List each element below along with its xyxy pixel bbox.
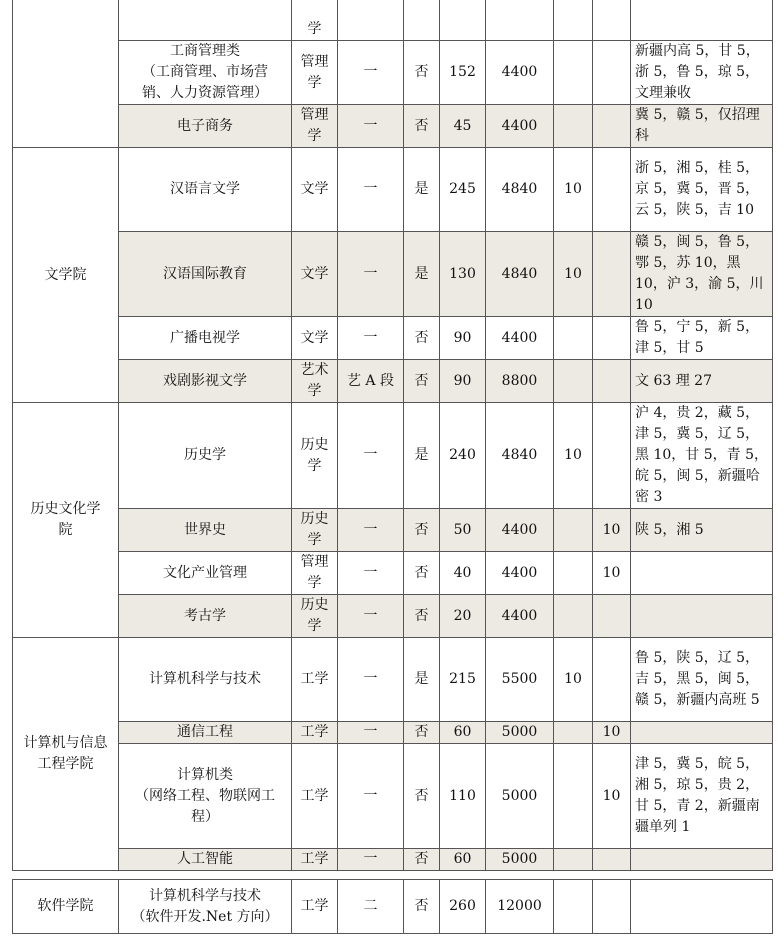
table-row [13,403,773,509]
category-cell: 学 [292,0,338,41]
plan-cell [440,0,486,41]
major-cell [119,41,292,105]
major-cell: 计算机科学与技术 [119,638,292,722]
table-row [13,849,773,871]
category-cell: 历史学 [292,403,338,509]
extra-b-cell [593,880,631,934]
major-name: 计算机类 （网络工程、物联网工程） [135,766,275,825]
college-cell [13,0,119,148]
table-row [13,552,773,595]
remark-cell: 文 63 理 27 [631,360,773,403]
category-cell: 工学 [292,880,338,934]
level-cell: 一 [338,509,404,552]
remark-cell [631,849,773,871]
remark-cell: 新疆内高 5，甘 5，浙 5，鲁 5，琼 5，文理兼收 [631,41,773,105]
level-cell: 一 [338,317,404,360]
extra-b-cell [593,360,631,403]
fee-cell: 5000 [486,744,554,849]
category-cell: 艺术学 [292,360,338,403]
sciart-cell: 否 [404,552,440,595]
extra-a-cell: 10 [554,403,593,509]
extra-a-cell [554,105,593,148]
table-row [13,232,773,317]
major-cell: 世界史 [119,509,292,552]
plan-cell: 45 [440,105,486,148]
sciart-cell: 是 [404,148,440,232]
level-cell: 一 [338,722,404,744]
category-cell: 管理学 [292,552,338,595]
remark-cell: 冀 5，赣 5，仅招理科 [631,105,773,148]
table-row [13,509,773,552]
fee-cell: 4840 [486,148,554,232]
remark-cell [631,880,773,934]
plan-cell: 20 [440,595,486,638]
sciart-cell: 否 [404,41,440,105]
sciart-cell: 是 [404,403,440,509]
fee-cell: 4840 [486,232,554,317]
extra-a-cell [554,552,593,595]
remark-cell [631,722,773,744]
extra-b-cell [593,148,631,232]
extra-a-cell: 10 [554,232,593,317]
level-cell: 一 [338,849,404,871]
plan-cell: 245 [440,148,486,232]
category-cell: 文学 [292,317,338,360]
sciart-cell: 否 [404,880,440,934]
fee-cell: 5500 [486,638,554,722]
extra-b-cell: 10 [593,509,631,552]
fee-cell: 4840 [486,403,554,509]
fee-cell: 5000 [486,722,554,744]
table-row [13,0,773,41]
major-cell: 戏剧影视文学 [119,360,292,403]
sciart-cell: 否 [404,360,440,403]
level-cell: 一 [338,148,404,232]
fee-cell: 4400 [486,41,554,105]
extra-a-cell [554,722,593,744]
fee-cell: 8800 [486,360,554,403]
plan-cell: 240 [440,403,486,509]
plan-cell: 90 [440,317,486,360]
table-row [13,638,773,722]
enrollment-plan-table [12,0,772,934]
level-cell: 一 [338,41,404,105]
level-cell: 一 [338,638,404,722]
extra-a-cell: 10 [554,148,593,232]
extra-b-cell [593,317,631,360]
college-name: 历史文化学院 [30,501,101,538]
plan-cell: 90 [440,360,486,403]
remark-cell: 鲁 5，宁 5，新 5，津 5，甘 5 [631,317,773,360]
level-cell: 一 [338,552,404,595]
extra-b-cell: 10 [593,744,631,849]
major-cell [119,744,292,849]
extra-b-cell [593,232,631,317]
major-cell: 汉语言文学 [119,148,292,232]
table-row [13,744,773,849]
sciart-cell: 否 [404,849,440,871]
extra-a-cell [554,744,593,849]
sciart-cell [404,0,440,41]
category-cell: 文学 [292,148,338,232]
extra-a-cell: 10 [554,638,593,722]
extra-b-cell [593,41,631,105]
remark-cell [631,552,773,595]
remark-cell: 浙 5，湘 5，桂 5，京 5，冀 5，晋 5，云 5，陕 5，吉 10 [631,148,773,232]
plan-cell: 260 [440,880,486,934]
category-cell: 工学 [292,638,338,722]
extra-a-cell [554,849,593,871]
extra-a-cell [554,595,593,638]
fee-cell: 4400 [486,317,554,360]
remark-cell: 鲁 5，陕 5，辽 5，吉 5，黑 5，闽 5，赣 5，新疆内高班 5 [631,638,773,722]
sciart-cell: 是 [404,232,440,317]
remark-cell: 赣 5，闽 5，鲁 5，鄂 5，苏 10，黑 10，沪 3，渝 5，川 10 [631,232,773,317]
plan-cell: 50 [440,509,486,552]
major-cell: 人工智能 [119,849,292,871]
plan-cell: 130 [440,232,486,317]
level-cell: 一 [338,744,404,849]
sciart-cell: 否 [404,744,440,849]
category-cell: 工学 [292,744,338,849]
fee-cell: 4400 [486,509,554,552]
extra-a-cell [554,509,593,552]
level-cell: 一 [338,105,404,148]
major-cell: 考古学 [119,595,292,638]
extra-b-cell [593,849,631,871]
table-row [13,41,773,105]
category-cell: 工学 [292,722,338,744]
extra-a-cell [554,317,593,360]
level-cell: 一 [338,403,404,509]
major-name: 计算机科学与技术 （软件开发.Net 方向） [131,887,279,925]
plan-cell: 152 [440,41,486,105]
college-cell [13,638,119,871]
plan-cell: 60 [440,849,486,871]
sciart-cell: 否 [404,317,440,360]
row-gap [13,871,773,880]
sciart-cell: 否 [404,105,440,148]
college-name: 计算机与信息工程学院 [23,735,108,772]
remark-cell [631,0,773,41]
extra-b-cell [593,403,631,509]
fee-cell: 12000 [486,880,554,934]
sciart-cell: 否 [404,722,440,744]
category-cell: 历史学 [292,509,338,552]
fee-cell: 4400 [486,552,554,595]
category-cell: 管理学 [292,105,338,148]
plan-cell: 110 [440,744,486,849]
major-cell: 历史学 [119,403,292,509]
category-cell: 工学 [292,849,338,871]
major-cell: 通信工程 [119,722,292,744]
fee-cell: 4400 [486,105,554,148]
major-cell: 电子商务 [119,105,292,148]
major-cell [119,0,292,41]
extra-a-cell [554,360,593,403]
table-row [13,880,773,934]
remark-cell: 陕 5，湘 5 [631,509,773,552]
remark-cell [631,595,773,638]
remark-cell: 津 5，冀 5，皖 5，湘 5，琼 5，贵 2，甘 5，青 2，新疆南疆单列 1 [631,744,773,849]
level-cell: 一 [338,595,404,638]
sciart-cell: 是 [404,638,440,722]
major-cell [119,880,292,934]
extra-b-cell [593,595,631,638]
extra-a-cell [554,880,593,934]
sciart-cell: 否 [404,595,440,638]
sciart-cell: 否 [404,509,440,552]
extra-b-cell [593,0,631,41]
plan-cell: 40 [440,552,486,595]
category-cell: 管理学 [292,41,338,105]
extra-b-cell: 10 [593,722,631,744]
fee-cell: 5000 [486,849,554,871]
gap-cell [13,871,773,880]
major-cell: 文化产业管理 [119,552,292,595]
college-cell: 文学院 [13,148,119,403]
major-cell: 汉语国际教育 [119,232,292,317]
category-cell: 历史学 [292,595,338,638]
table-row [13,360,773,403]
level-cell [338,0,404,41]
table-row [13,595,773,638]
college-cell [13,403,119,638]
table-row [13,722,773,744]
extra-a-cell [554,41,593,105]
extra-b-cell [593,105,631,148]
table-row [13,105,773,148]
extra-b-cell: 10 [593,552,631,595]
table-row [13,148,773,232]
major-cell: 广播电视学 [119,317,292,360]
plan-cell: 60 [440,722,486,744]
level-cell: 艺 A 段 [338,360,404,403]
fee-cell [486,0,554,41]
table-row [13,317,773,360]
category-cell: 文学 [292,232,338,317]
extra-a-cell [554,0,593,41]
extra-b-cell [593,638,631,722]
remark-cell: 沪 4，贵 2，藏 5，津 5，冀 5，辽 5，黑 10，甘 5，青 5，皖 5，闽 5，新疆哈密 3 [631,403,773,509]
plan-cell: 215 [440,638,486,722]
college-cell: 软件学院 [13,880,119,934]
major-name: 工商管理类 （工商管理、市场营销、人力资源管理） [142,43,268,101]
level-cell: 一 [338,232,404,317]
fee-cell: 4400 [486,595,554,638]
level-cell: 二 [338,880,404,934]
